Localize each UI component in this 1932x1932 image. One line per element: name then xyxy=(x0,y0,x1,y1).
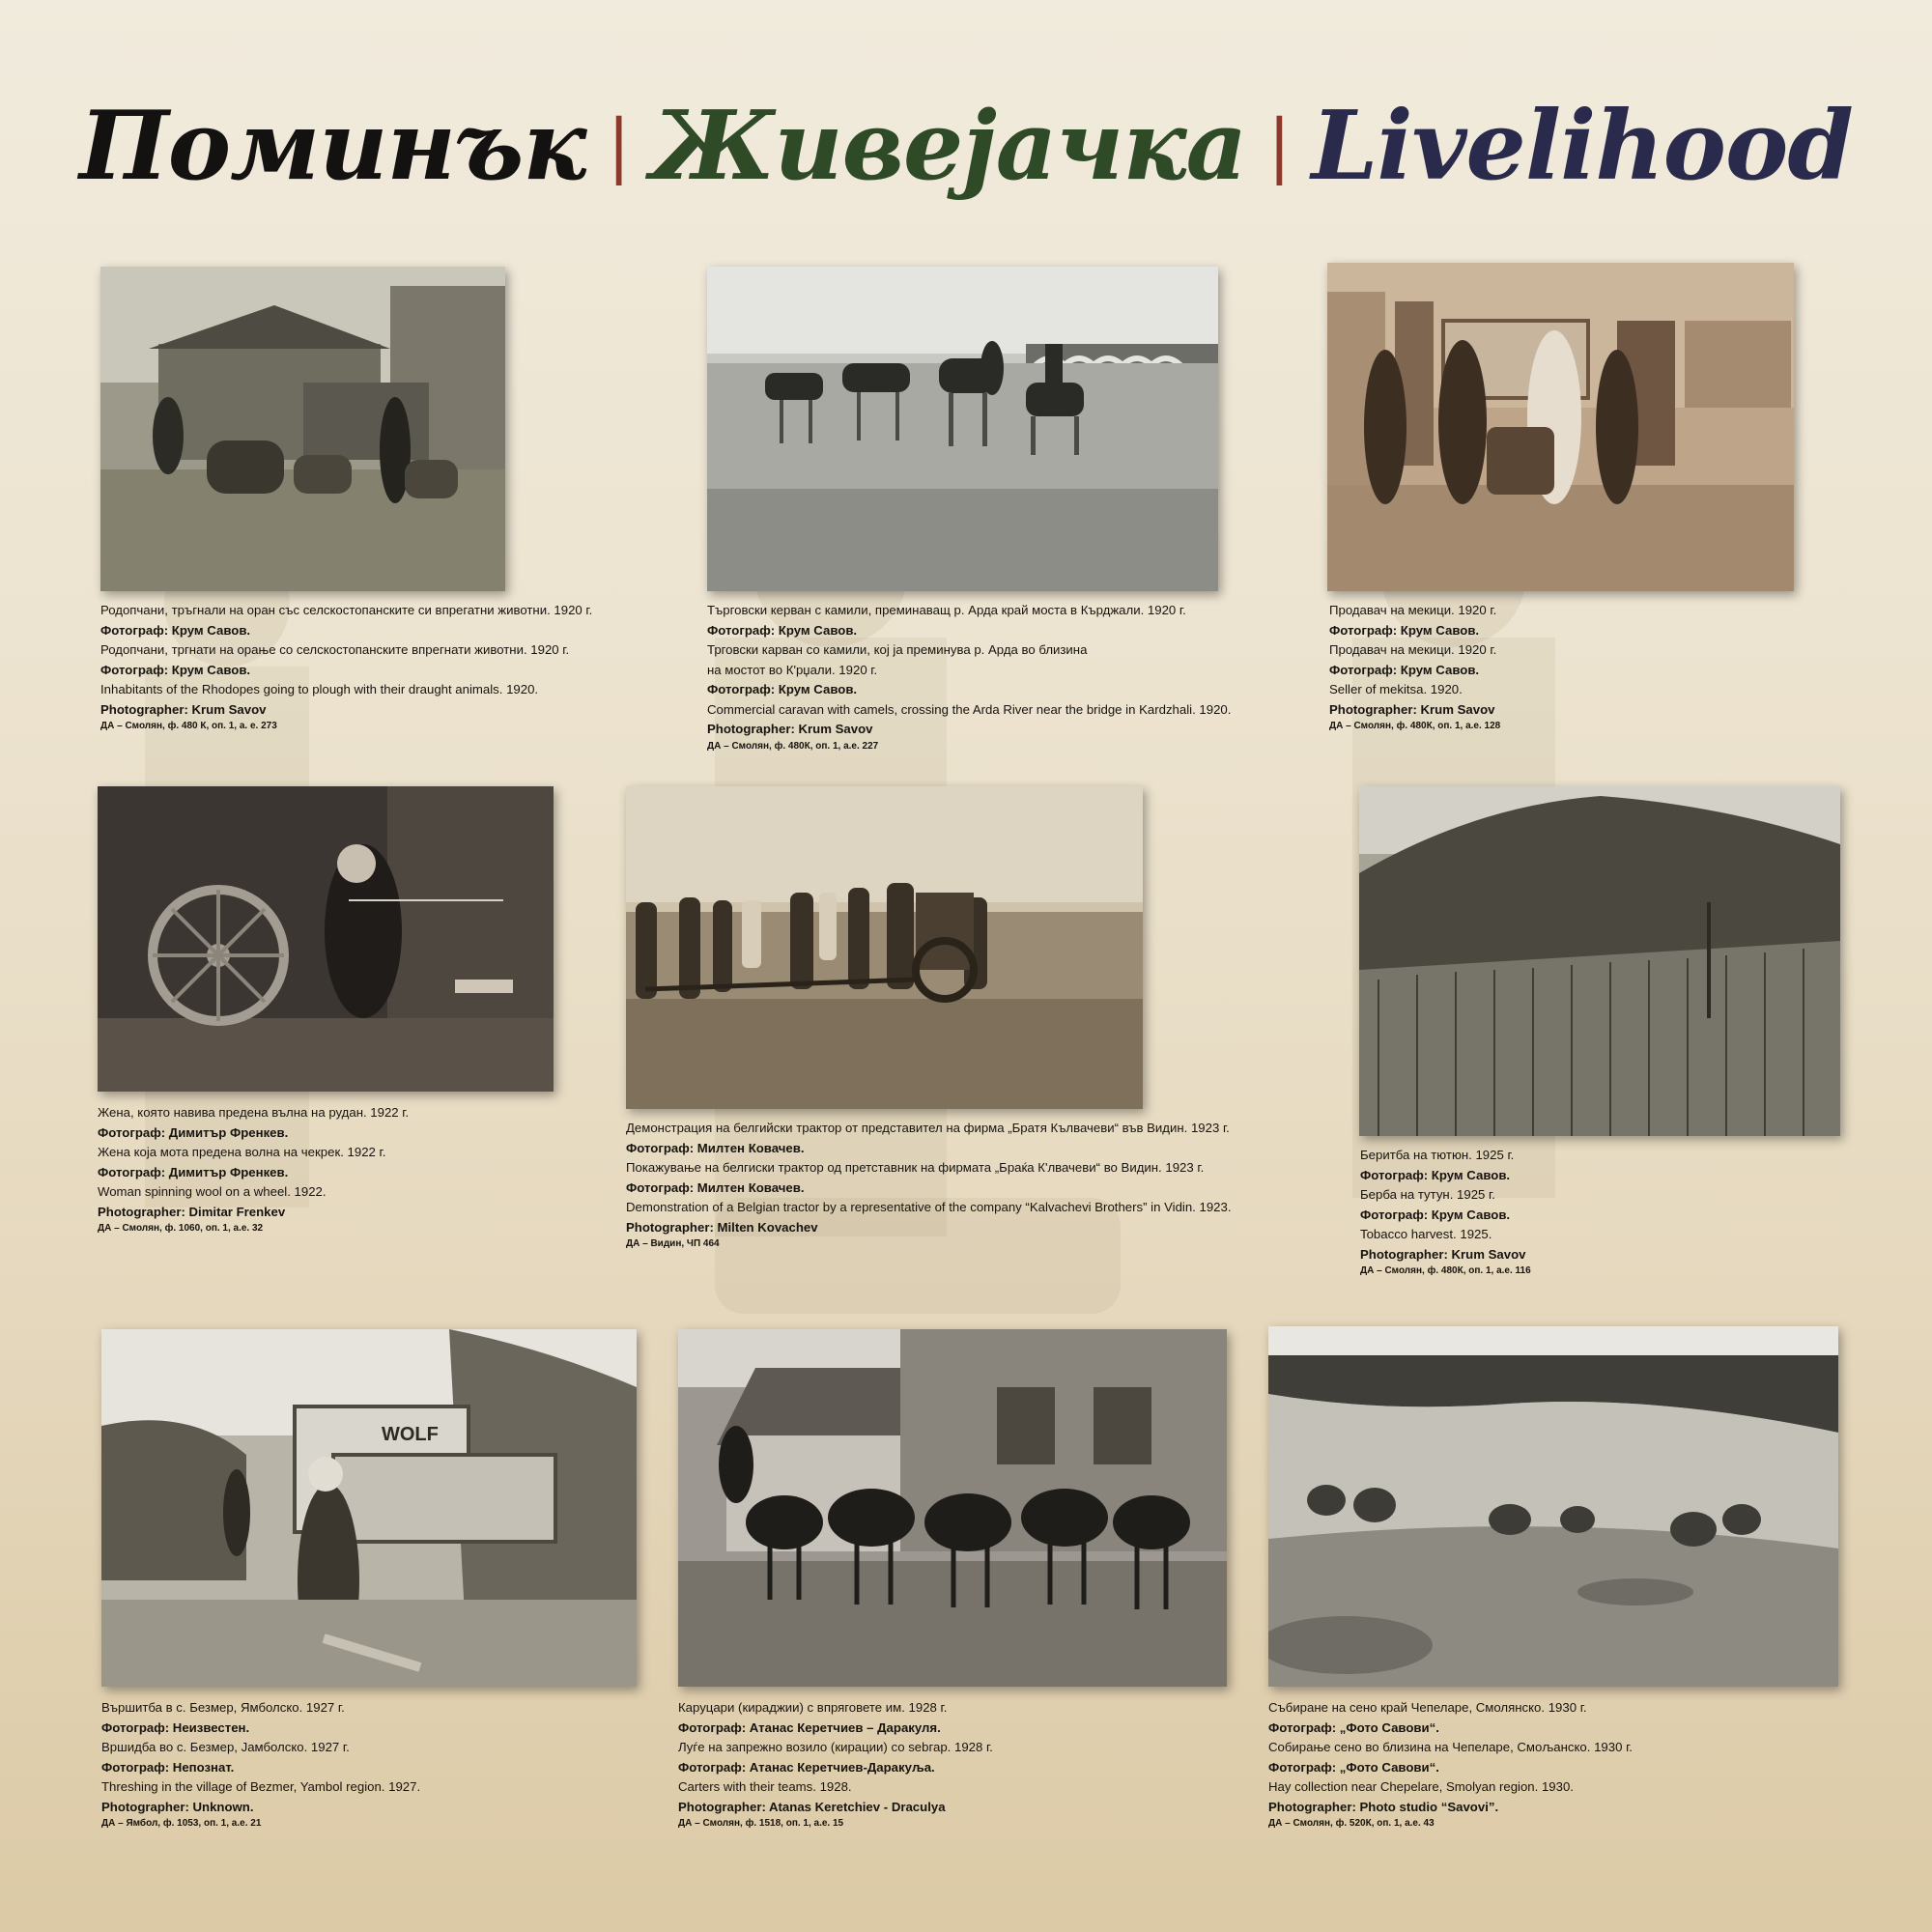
caption-en-text: Demonstration of a Belgian tractor by a representative of the company “Kalvachevi Brothers” in Vidin. 1923. xyxy=(626,1200,1232,1214)
caption-bg-text: Търговски керван с камили, преминаващ р. Арда край моста в Кърджали. 1920 г. xyxy=(707,603,1186,617)
photo-threshing xyxy=(101,1329,637,1687)
caption-mk-text: Вршидба во с. Безмер, Јамболско. 1927 г. xyxy=(101,1740,350,1754)
caption-en-text: Woman spinning wool on a wheel. 1922. xyxy=(98,1184,327,1199)
caption-bg-text: Събиране на сено край Чепеларе, Смолянско. 1930 г. xyxy=(1268,1700,1587,1715)
caption-bg-text: Демонстрация на белгийски трактор от представител на фирма „Братя Кълвачеви“ във Видин. 1923 г. xyxy=(626,1121,1230,1135)
caption-mk-photographer: Фотограф: Непознат. xyxy=(101,1759,235,1775)
caption-en-photographer: Photographer: Unknown. xyxy=(101,1799,254,1814)
caption-threshing xyxy=(101,1698,420,1830)
caption-en-photographer: Photographer: Milten Kovachev xyxy=(626,1219,818,1235)
caption-mk-text: Берба на тутун. 1925 г. xyxy=(1360,1187,1495,1202)
caption-en-text: Tobacco harvest. 1925. xyxy=(1360,1227,1492,1241)
caption-tobacco-harvest xyxy=(1360,1146,1531,1277)
caption-bg-photographer: Фотограф: „Фото Савови“. xyxy=(1268,1719,1439,1735)
caption-bg-text: Продавач на мекици. 1920 г. xyxy=(1329,603,1497,617)
photo-spinning-wool xyxy=(98,786,554,1092)
title-separator: | xyxy=(1267,104,1291,185)
caption-mk-text: Луѓе на запрежно возило (кирации) со sebгар. 1928 г. xyxy=(678,1740,993,1754)
caption-en-photographer: Photographer: Dimitar Frenkev xyxy=(98,1204,286,1219)
caption-en-text: Seller of mekitsa. 1920. xyxy=(1329,682,1463,696)
caption-archive-source: ДА – Смолян, ф. 480 К, оп. 1, а. е. 273 xyxy=(100,721,277,731)
caption-archive-source: ДА – Смолян, ф. 1060, оп. 1, а.е. 32 xyxy=(98,1223,264,1234)
title-bulgarian: Поминък xyxy=(79,91,586,202)
caption-ploughing xyxy=(100,601,592,732)
photo-carters xyxy=(678,1329,1227,1687)
caption-bg-text: Родопчани, тръгнали на оран със селскостопанските си впрегатни животни. 1920 г. xyxy=(100,603,593,617)
caption-archive-source: ДА – Смолян, ф. 520К, оп. 1, а.е. 43 xyxy=(1268,1818,1435,1829)
title-english: Livelihood xyxy=(1311,91,1853,202)
caption-bg-text: Жена, която навива предена вълна на рудан. 1922 г. xyxy=(98,1105,410,1120)
photo-hay-collection xyxy=(1268,1326,1838,1687)
photo-tractor-demonstration xyxy=(626,786,1143,1109)
photo-tobacco-harvest xyxy=(1359,786,1840,1136)
caption-archive-source: ДА – Смолян, ф. 480К, оп. 1, а.е. 227 xyxy=(707,740,879,752)
caption-en-text: Threshing in the village of Bezmer, Yambol region. 1927. xyxy=(101,1779,421,1794)
caption-en-text: Inhabitants of the Rhodopes going to plough with their draught animals. 1920. xyxy=(100,682,539,696)
caption-mekitsa-seller xyxy=(1329,601,1500,732)
photo-mekitsa-seller xyxy=(1327,263,1794,591)
caption-caravan xyxy=(707,601,1231,753)
caption-mk-text: Трговски карван со камили, кој ја преминува р. Арда во близина xyxy=(707,642,1088,657)
caption-archive-source: ДА – Ямбол, ф. 1053, оп. 1, а.е. 21 xyxy=(101,1818,262,1829)
caption-bg-text: Каруцари (кираджии) с впряговете им. 1928 г. xyxy=(678,1700,948,1715)
caption-mk-photographer: Фотограф: Крум Савов. xyxy=(707,682,858,696)
caption-mk-photographer: Фотограф: Атанас Керетчиев-Даракуља. xyxy=(678,1759,935,1775)
caption-bg-photographer: Фотограф: Неизвестен. xyxy=(101,1719,250,1735)
caption-bg-photographer: Фотограф: Крум Савов. xyxy=(1329,622,1480,638)
caption-en-text: Carters with their teams. 1928. xyxy=(678,1779,852,1794)
title-separator: | xyxy=(607,104,630,185)
caption-bg-photographer: Фотограф: Димитър Френкев. xyxy=(98,1124,289,1140)
caption-tractor-demonstration xyxy=(626,1119,1232,1250)
caption-mk-photographer: Фотограф: Димитър Френкев. xyxy=(98,1164,289,1179)
caption-bg-photographer: Фотограф: Атанас Керетчиев – Даракуля. xyxy=(678,1719,941,1735)
caption-mk-photographer: Фотограф: Крум Савов. xyxy=(1329,662,1480,677)
caption-archive-source: ДА – Видин, ЧП 464 xyxy=(626,1238,720,1249)
caption-mk-photographer: Фотограф: Крум Савов. xyxy=(1360,1207,1511,1222)
caption-archive-source: ДА – Смолян, ф. 480К, оп. 1, а.е. 128 xyxy=(1329,721,1501,731)
caption-archive-source: ДА – Смолян, ф. 1518, оп. 1, а.е. 15 xyxy=(678,1818,844,1829)
caption-en-photographer: Photographer: Krum Savov xyxy=(1329,701,1495,717)
photo-caravan xyxy=(707,267,1218,591)
page-title xyxy=(0,91,1932,202)
caption-en-photographer: Photographer: Atanas Keretchiev - Draculya xyxy=(678,1799,946,1814)
caption-mk-text: Жена која мота предена волна на чекрек. 1922 г. xyxy=(98,1145,386,1159)
caption-archive-source: ДА – Смолян, ф. 480К, оп. 1, а.е. 116 xyxy=(1360,1265,1531,1276)
caption-hay-collection xyxy=(1268,1698,1633,1830)
caption-carters xyxy=(678,1698,993,1830)
caption-bg-text: Вършитба в с. Безмер, Ямболско. 1927 г. xyxy=(101,1700,345,1715)
caption-mk-text: Родопчани, тргнати на орање со селскостопанските впрегнати животни. 1920 г. xyxy=(100,642,570,657)
caption-mk-text: Покажување на белгиски трактор од претставник на фирмата „Браќа К'лвачеви“ во Видин. 1923 г. xyxy=(626,1160,1205,1175)
caption-en-photographer: Photographer: Krum Savov xyxy=(100,701,267,717)
title-macedonian: Живејачка xyxy=(650,91,1247,202)
caption-mk-text: Продавач на мекици. 1920 г. xyxy=(1329,642,1497,657)
caption-en-photographer: Photographer: Krum Savov xyxy=(1360,1246,1526,1262)
caption-en-text: Hay collection near Chepelare, Smolyan region. 1930. xyxy=(1268,1779,1574,1794)
caption-mk-text: Собирање сено во близина на Чепеларе, Смољанско. 1930 г. xyxy=(1268,1740,1633,1754)
photo-ploughing xyxy=(100,267,505,591)
caption-mk-photographer: Фотограф: Милтен Ковачев. xyxy=(626,1179,805,1195)
caption-en-text: Commercial caravan with camels, crossing the Arda River near the bridge in Kardzhali. 1920. xyxy=(707,701,1232,717)
caption-mk-photographer: Фотограф: „Фото Савови“. xyxy=(1268,1759,1439,1775)
caption-bg-photographer: Фотограф: Крум Савов. xyxy=(100,622,251,638)
caption-bg-text: Беритба на тютюн. 1925 г. xyxy=(1360,1148,1515,1162)
caption-mk-photographer: Фотограф: Крум Савов. xyxy=(100,662,251,677)
photo-text-wolf: WOLF xyxy=(382,1424,439,1445)
caption-bg-photographer: Фотограф: Крум Савов. xyxy=(707,622,858,638)
caption-spinning-wool xyxy=(98,1103,409,1235)
caption-en-photographer: Photographer: Krum Savov xyxy=(707,722,873,736)
caption-en-photographer: Photographer: Photo studio “Savovi”. xyxy=(1268,1799,1499,1814)
caption-bg-photographer: Фотограф: Крум Савов. xyxy=(1360,1167,1511,1182)
caption-bg-photographer: Фотограф: Милтен Ковачев. xyxy=(626,1140,805,1155)
caption-mk-text-continued: на мостот во К'рџали. 1920 г. xyxy=(707,662,878,677)
